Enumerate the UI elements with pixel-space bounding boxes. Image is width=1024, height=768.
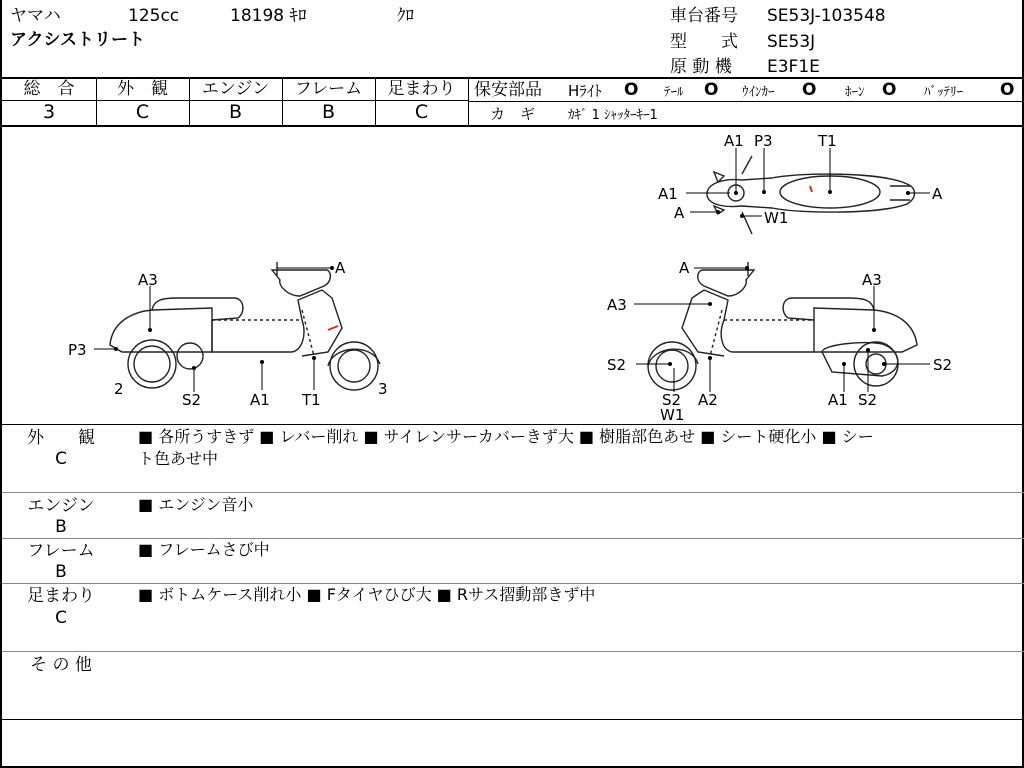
- type-value: SE53J: [767, 32, 816, 52]
- divider: [2, 492, 1024, 493]
- color: ｸﾛ: [397, 6, 414, 26]
- divider: [2, 424, 1024, 425]
- engine-grade-label: エンジン: [201, 79, 270, 99]
- diagram-right-a3-rear: A3: [862, 271, 882, 289]
- diagram-left-a3: A3: [138, 271, 158, 289]
- engine-value: E3F1E: [767, 57, 820, 77]
- safety-item-headlight: Hﾗｲﾄ: [568, 82, 602, 100]
- diagram-left-2: 2: [114, 380, 124, 398]
- section-grade: C: [55, 449, 67, 469]
- diagram-right-s2-front: S2: [607, 356, 627, 374]
- diagram-left-s2: S2: [182, 391, 202, 409]
- diagram-top-w1: W1: [764, 209, 789, 227]
- diagram-top-a1: A1: [724, 132, 744, 150]
- safety-mark-horn: O: [882, 80, 897, 100]
- scooter-top-view: [707, 156, 915, 234]
- diagram-right-w1: W1: [660, 406, 685, 424]
- diagram-left-t1: T1: [302, 391, 321, 409]
- diagram-right-s2-fork: S2: [662, 391, 682, 409]
- safety-item-winker: ｳｲﾝｶｰ: [742, 85, 775, 100]
- frame-no: SE53J-103548: [767, 6, 886, 26]
- section-label: エンジン: [27, 496, 95, 516]
- section-line: ■ フレームさび中: [138, 540, 270, 559]
- section-line: ト色あせ中: [138, 449, 219, 468]
- safety-mark-headlight: O: [624, 80, 639, 100]
- diagram-top-p3: P3: [754, 132, 773, 150]
- diagram-top-t1: T1: [818, 132, 837, 150]
- section-label: そ の 他: [30, 655, 92, 675]
- section-line: ■ エンジン音小: [138, 495, 254, 514]
- safety-item-battery: ﾊﾞｯﾃﾘｰ: [924, 85, 963, 100]
- keys-value: ｶｷﾞ 1 ｼｬｯﾀｰｷｰ1: [568, 108, 658, 123]
- frame-grade-label: フレーム: [294, 79, 363, 99]
- diagram-right-a1: A1: [828, 391, 848, 409]
- model-name: アクシストリート: [10, 30, 145, 50]
- displacement: 125cc: [128, 6, 180, 26]
- safety-item-horn: ﾎｰﾝ: [845, 85, 865, 100]
- suspension-grade-label: 足まわり: [387, 79, 456, 99]
- frame-grade: B: [321, 101, 336, 123]
- suspension-grade: C: [414, 101, 429, 123]
- section-grade: B: [55, 517, 67, 537]
- section-grade: B: [55, 562, 67, 582]
- overall-label: 総 合: [23, 79, 75, 99]
- type-label: 型 式: [670, 32, 738, 52]
- exterior-grade: C: [135, 101, 150, 123]
- diagram-left-p3: P3: [68, 341, 87, 359]
- section-label: フレーム: [27, 541, 95, 561]
- safety-mark-battery: O: [1000, 80, 1015, 100]
- diagram-right-a2: A2: [698, 391, 718, 409]
- section-grade: C: [55, 608, 67, 628]
- diagram-right-s2-rear: S2: [858, 391, 878, 409]
- section-label: 外 観: [27, 428, 95, 448]
- section-label: 足まわり: [27, 586, 95, 606]
- engine-label: 原 動 機: [670, 57, 732, 77]
- maker: ヤマハ: [10, 6, 61, 26]
- divider: [468, 78, 469, 125]
- divider: [2, 719, 1024, 720]
- safety-mark-tail: O: [704, 80, 719, 100]
- diagram-left-3: 3: [378, 380, 388, 398]
- diagram-left-a: A: [335, 259, 346, 277]
- diagram-top-a-left: A: [674, 204, 685, 222]
- safety-label: 保安部品: [474, 80, 542, 100]
- diagram-top-a-right: A: [932, 185, 943, 203]
- divider: [2, 651, 1024, 652]
- safety-item-tail: ﾃｰﾙ: [664, 85, 684, 100]
- overall-grade: 3: [42, 101, 56, 123]
- exterior-label: 外 観: [117, 79, 168, 99]
- engine-grade: B: [228, 101, 243, 123]
- diagram-right-a3-front: A3: [607, 296, 627, 314]
- section-line: ■ ボトムケース削れ小 ■ Fタイヤひび大 ■ Rサス摺動部きず中: [138, 585, 596, 604]
- diagram-left-a1: A1: [250, 391, 270, 409]
- diagram-right-a: A: [679, 259, 690, 277]
- section-line: ■ 各所うすきず ■ レバー削れ ■ サイレンサーカバーきず大 ■ 樹脂部色あせ ■ シート硬化小 ■ シー: [138, 427, 874, 446]
- keys-label: カ ギ: [490, 105, 536, 123]
- diagram-top-a1-left: A1: [658, 185, 678, 203]
- frame-no-label: 車台番号: [670, 6, 738, 26]
- mileage: 18198 ｷﾛ: [230, 6, 307, 26]
- safety-mark-winker: O: [802, 80, 817, 100]
- diagram-right-s2-muffler: S2: [933, 356, 953, 374]
